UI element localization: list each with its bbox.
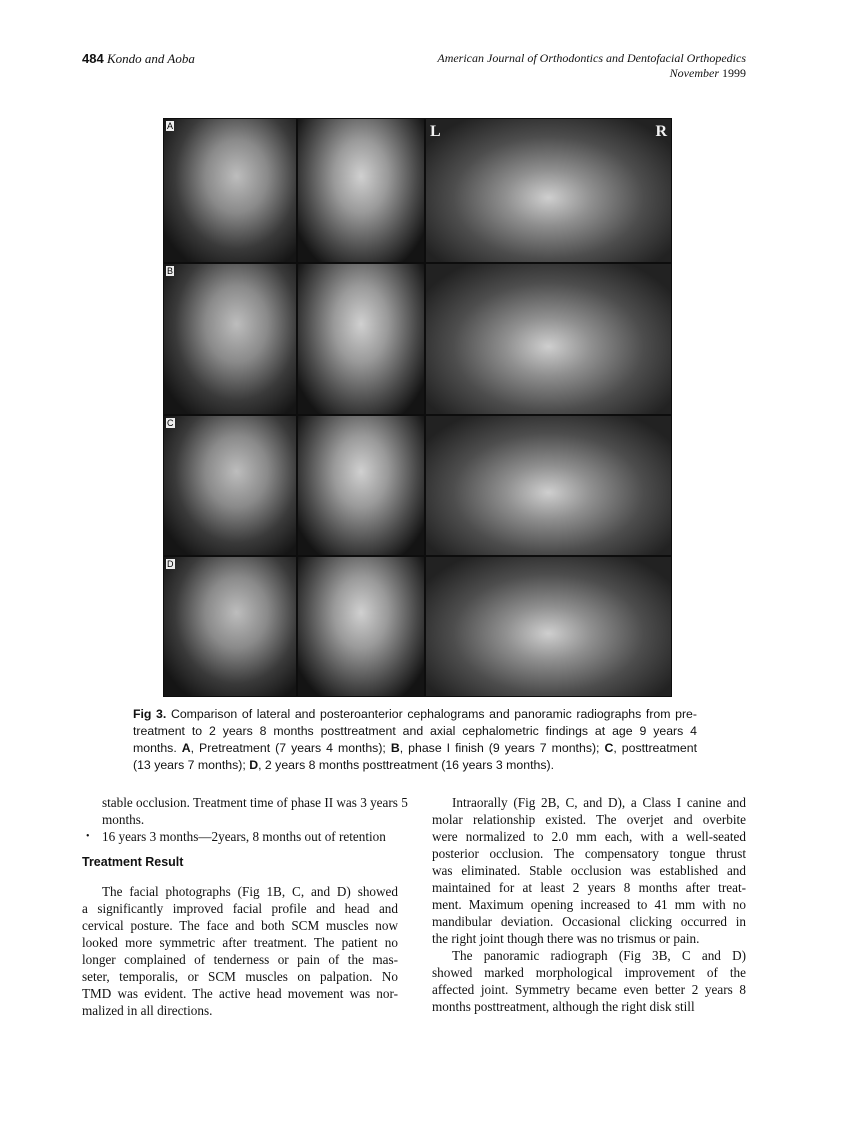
paragraph (432, 947, 746, 1015)
right-column (432, 794, 746, 1015)
paragraph (82, 883, 398, 1019)
lateral-cephalogram (164, 416, 296, 555)
panel-label: A (167, 121, 174, 131)
text-line: were normalized to 2.0 mm each, with a well-seated (432, 829, 746, 844)
lateral-cephalogram (164, 264, 296, 414)
text-line: a significantly improved facial profile and head and (82, 901, 398, 916)
text-line: maintained for at least 2 years 8 months after treat- (432, 880, 746, 895)
figure-3-radiographs (163, 118, 672, 697)
side-marker-right: R (655, 123, 667, 140)
side-marker-left: L (430, 123, 441, 140)
text-line: cervical posture. The face and both SCM muscles now (82, 918, 398, 933)
panoramic-radiograph (426, 416, 671, 555)
caption-line: treatment to 2 years 8 months posttreatment and axial cephalometric findings at age 9 years 4 (133, 724, 697, 738)
text-line: The facial photographs (Fig 1B, C, and D) showed (102, 884, 398, 899)
section-heading: Treatment Result (82, 855, 184, 869)
text-line: TMD was evident. The active head movement was nor- (82, 986, 398, 1001)
panel-label: B (167, 266, 174, 276)
running-header-right (437, 51, 746, 81)
text-line: the right joint though there was no trismus or pain. (432, 931, 700, 946)
authors: Kondo and Aoba (106, 51, 195, 66)
lateral-cephalogram (164, 557, 296, 696)
text-line: posterior occlusion. The compensatory tongue thrust (432, 846, 746, 861)
text-line: months. (102, 812, 145, 827)
caption-line: months. A, Pretreatment (7 years 4 months); B, phase I finish (9 years 7 months); C, posttreatment (133, 741, 697, 755)
panoramic-radiograph (426, 557, 671, 696)
text-line: The panoramic radiograph (Fig 3B, C and D) (452, 948, 746, 963)
text-line: stable occlusion. Treatment time of phase II was 3 years 5 (102, 795, 408, 810)
text-line: affected joint. Symmetry became even better 2 years 8 (432, 982, 746, 997)
caption-line: Comparison of lateral and posteroanterior cephalograms and panoramic radiographs from pre- (166, 707, 697, 721)
issue-year: 1999 (722, 66, 746, 80)
panoramic-radiograph (426, 264, 671, 414)
text-line: was eliminated. Stable occlusion was established and (432, 863, 746, 878)
panel-label: C (167, 418, 174, 428)
left-column (82, 794, 408, 1019)
pa-cephalogram (298, 416, 424, 555)
text-line: ment. Maximum opening increased to 41 mm with no (432, 897, 746, 912)
page-number: 484 (82, 51, 104, 66)
text-line: Intraorally (Fig 2B, C, and D), a Class I canine and (452, 795, 746, 810)
bullet-item: • 16 years 3 months—2years, 8 months out of retention (82, 828, 398, 845)
text-line: months posttreatment, although the right disk still (432, 999, 695, 1014)
text-line: seter, temporalis, or SCM muscles on palpation. No (82, 969, 398, 984)
journal-name: American Journal of Orthodontics and Dentofacial Orthopedics (437, 51, 746, 65)
text-line: molar relationship existed. The overjet and overbite (432, 812, 746, 827)
running-header-left (82, 51, 195, 67)
figure-caption (133, 707, 697, 775)
text-line: mandibular deviation. Occasional clicking occurred in (432, 914, 746, 929)
text-line: longer complained of tenderness or pain of the mas- (82, 952, 398, 967)
text-line: malized in all directions. (82, 1003, 213, 1018)
text-line: looked more symmetric after treatment. The patient no (82, 935, 398, 950)
lateral-cephalogram (164, 119, 296, 262)
caption-label: Fig 3. (133, 707, 167, 721)
text-line: showed marked morphological improvement of the (432, 965, 746, 980)
issue-month: November (669, 66, 719, 80)
pa-cephalogram (298, 264, 424, 414)
pa-cephalogram (298, 557, 424, 696)
caption-line: (13 years 7 months); D, 2 years 8 months posttreatment (16 years 3 months). (133, 758, 555, 772)
pa-cephalogram (298, 119, 424, 262)
paragraph (432, 794, 746, 947)
panoramic-radiograph (426, 119, 671, 262)
panel-label: D (167, 559, 174, 569)
